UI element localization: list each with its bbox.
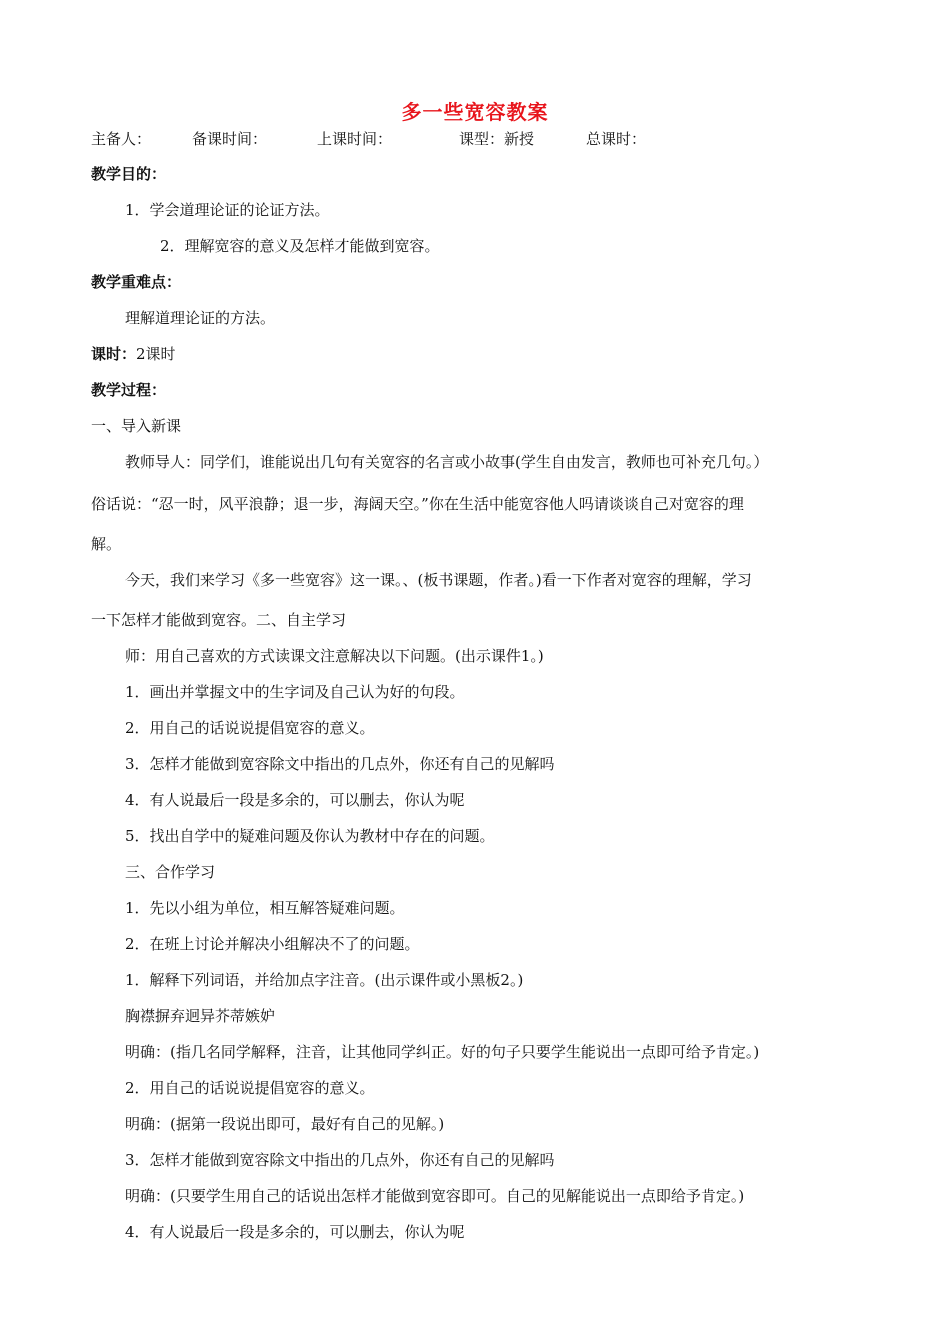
meta-lesson-type: 课型：新授 bbox=[459, 130, 535, 148]
body-line: 4．有人说最后一段是多余的，可以删去，你认为呢 bbox=[125, 1223, 465, 1241]
body-line: 明确：(只要学生用自己的话说出怎样才能做到宽容即可。自己的见解能说出一点即给予肯定。) bbox=[125, 1187, 745, 1205]
document-title: 多一些宽容教案 bbox=[401, 100, 549, 124]
body-line: 俗话说：“忍一时，风平浪静；退一步，海阔天空。”你在生活中能宽容他人吗请谈谈自己对宽容的理 bbox=[91, 495, 744, 513]
meta-prep-time: 备课时间： bbox=[192, 130, 268, 148]
body-line: 3．怎样才能做到宽容除文中指出的几点外，你还有自己的见解吗 bbox=[125, 755, 555, 773]
body-line: 胸襟摒弃迥异芥蒂嫉妒 bbox=[125, 1007, 276, 1025]
objective-item: 1．学会道理论证的论证方法。 bbox=[125, 201, 330, 219]
key-points-text: 理解道理论证的方法。 bbox=[125, 309, 276, 327]
body-line: 4．有人说最后一段是多余的，可以删去，你认为呢 bbox=[125, 791, 465, 809]
body-line: 2．用自己的话说说提倡宽容的意义。 bbox=[125, 719, 375, 737]
body-line: 明确：(据第一段说出即可，最好有自己的见解。) bbox=[125, 1115, 445, 1133]
body-line: 1．解释下列词语，并给加点字注音。(出示课件或小黑板2。) bbox=[125, 971, 524, 989]
body-line: 2．用自己的话说说提倡宽容的意义。 bbox=[125, 1079, 375, 1097]
body-line: 教师导人：同学们，谁能说出几句有关宽容的名言或小故事(学生自由发言，教师也可补充几句。） bbox=[125, 453, 769, 471]
body-line: 师：用自己喜欢的方式读课文注意解决以下问题。(出示课件1。) bbox=[125, 647, 544, 665]
body-line: 3．怎样才能做到宽容除文中指出的几点外，你还有自己的见解吗 bbox=[125, 1151, 555, 1169]
objectives-heading: 教学目的： bbox=[91, 165, 167, 183]
class-hours-value: 2课时 bbox=[136, 345, 176, 363]
body-line: 今天，我们来学习《多一些宽容》这一课。、(板书课题，作者。)看一下作者对宽容的理解，学习 bbox=[125, 571, 752, 589]
process-heading: 教学过程： bbox=[91, 381, 167, 399]
body-line: 一、导入新课 bbox=[91, 417, 182, 435]
body-line: 1．画出并掌握文中的生字词及自己认为好的句段。 bbox=[125, 683, 465, 701]
objective-item: 2．理解宽容的意义及怎样才能做到宽容。 bbox=[160, 237, 440, 255]
key-points-heading: 教学重难点： bbox=[91, 273, 182, 291]
body-line: 解。 bbox=[91, 535, 122, 553]
body-line: 2．在班上讨论并解决小组解决不了的问题。 bbox=[125, 935, 420, 953]
body-line: 三、合作学习 bbox=[125, 863, 216, 881]
meta-total-hours: 总课时： bbox=[586, 130, 647, 148]
body-line: 1．先以小组为单位，相互解答疑难问题。 bbox=[125, 899, 405, 917]
meta-class-time: 上课时间： bbox=[317, 130, 393, 148]
body-line: 明确：(指几名同学解释，注音，让其他同学纠正。好的句子只要学生能说出一点即可给予肯定。) bbox=[125, 1043, 760, 1061]
body-line: 5．找出自学中的疑难问题及你认为教材中存在的问题。 bbox=[125, 827, 495, 845]
class-hours-label: 课时： bbox=[91, 345, 137, 363]
class-hours-line bbox=[91, 344, 176, 364]
meta-preparer: 主备人： bbox=[91, 130, 152, 148]
body-line: 一下怎样才能做到宽容。二、自主学习 bbox=[91, 611, 347, 629]
